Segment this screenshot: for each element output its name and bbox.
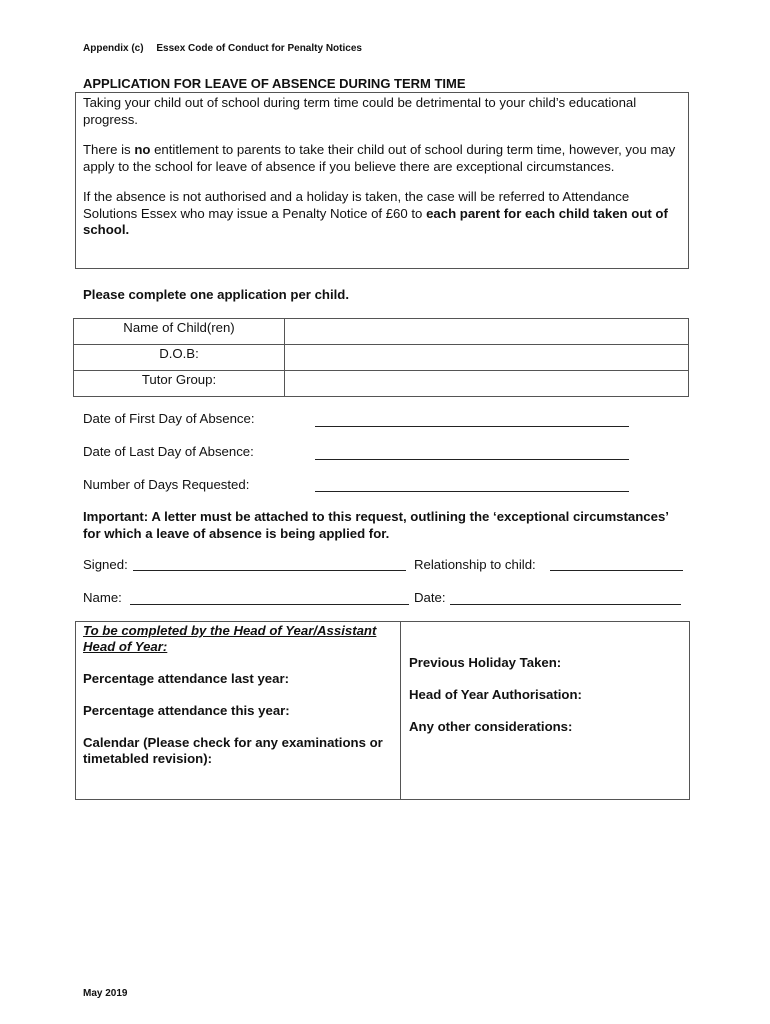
date-field[interactable] <box>450 604 681 605</box>
intro-text: If the absence is not authorised and a holiday is taken, the case will be referred to Attendance Solutions Essex who may issue a Penalty Notice of £60 to <box>83 189 630 221</box>
attendance-last-label: Percentage attendance last year: <box>83 671 289 686</box>
page-title: APPLICATION FOR LEAVE OF ABSENCE DURING TERM TIME <box>83 76 466 91</box>
relationship-label: Relationship to child: <box>414 557 536 572</box>
intro-paragraph-3 <box>83 189 681 239</box>
last-day-label: Date of Last Day of Absence: <box>83 444 254 459</box>
page-header <box>83 43 362 54</box>
appendix-label: Appendix (c) <box>83 43 144 54</box>
last-day-field[interactable] <box>315 459 629 460</box>
head-of-year-heading: To be completed by the Head of Year/Assistant Head of Year: <box>83 623 377 654</box>
head-of-year-divider <box>400 621 401 800</box>
attendance-this-label: Percentage attendance this year: <box>83 703 290 718</box>
tutor-group-label: Tutor Group: <box>74 371 285 397</box>
signed-label: Signed: <box>83 557 128 572</box>
signed-field[interactable] <box>133 570 406 571</box>
intro-paragraph-1: Taking your child out of school during term time could be detrimental to your child’s educational progress. <box>83 95 637 127</box>
important-note: Important: A letter must be attached to this request, outlining the ‘exceptional circumstances’ for which a leave of absence is being applied for. <box>83 509 669 541</box>
dob-label: D.O.B: <box>74 345 285 371</box>
intro-emphasis: no <box>134 142 151 157</box>
complete-note: Please complete one application per child. <box>83 287 350 302</box>
date-label: Date: <box>414 590 446 605</box>
page-footer: May 2019 <box>83 988 128 999</box>
other-considerations-label: Any other considerations: <box>409 719 573 734</box>
table-row <box>74 319 689 345</box>
num-days-field[interactable] <box>315 491 629 492</box>
head-of-year-right <box>409 655 684 751</box>
previous-holiday-label: Previous Holiday Taken: <box>409 655 562 670</box>
intro-emphasis: each parent for each child taken out of school. <box>83 205 668 237</box>
relationship-field[interactable] <box>550 570 683 571</box>
name-label: Name: <box>83 590 122 605</box>
child-name-field[interactable] <box>285 319 689 345</box>
child-details-table <box>73 318 689 397</box>
head-of-year-left <box>83 623 393 783</box>
intro-paragraph-2 <box>83 142 681 175</box>
dob-field[interactable] <box>285 345 689 371</box>
table-row <box>74 371 689 397</box>
calendar-label: Calendar (Please check for any examinations or timetabled revision): <box>83 735 383 766</box>
first-day-field[interactable] <box>315 426 629 427</box>
child-name-label: Name of Child(ren) <box>74 319 285 345</box>
authorisation-label: Head of Year Authorisation: <box>409 687 582 702</box>
intro-text: entitlement to parents to take their child out of school during term time, however, you may apply to the school for leave of absence if you believe there are exceptional circumstances. <box>83 142 676 174</box>
code-title: Essex Code of Conduct for Penalty Notices <box>156 43 362 54</box>
intro-box <box>75 92 689 269</box>
first-day-label: Date of First Day of Absence: <box>83 411 255 426</box>
table-row <box>74 345 689 371</box>
num-days-label: Number of Days Requested: <box>83 477 250 492</box>
intro-text: There is <box>83 142 135 157</box>
name-field[interactable] <box>130 604 409 605</box>
tutor-group-field[interactable] <box>285 371 689 397</box>
